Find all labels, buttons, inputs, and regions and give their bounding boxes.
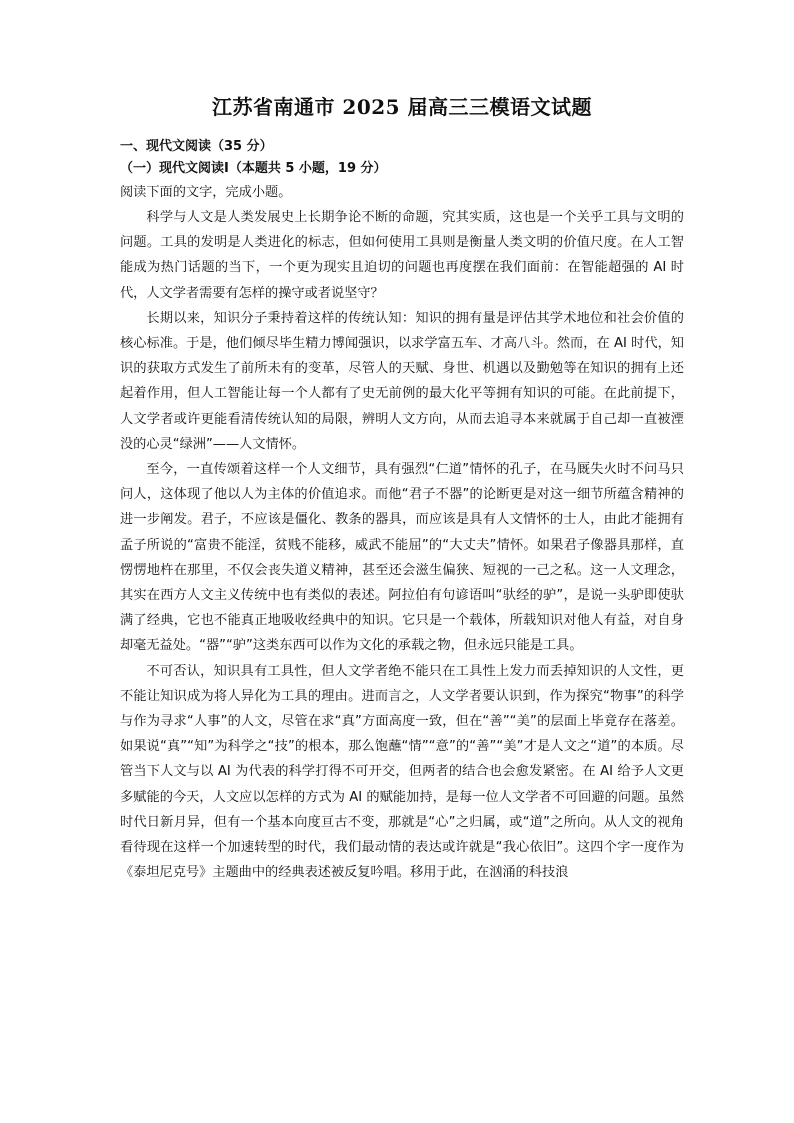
body-paragraph: 长期以来，知识分子秉持着这样的传统认知：知识的拥有量是评估其学术地位和社会价值的核心标准。于是，他们倾尽毕生精力博闻强识，以求学富五车、才高八斗。然而，在 AI 时代，知识的获取方式发生了前所未有的变革，尽管人的天赋、身世、机遇以及勤勉等在知识的拥有上还起着作用，但人工智能让每一个人都有了史无前例的最大化平等拥有知识的可能。在此前提下，人文学者或许更能看清传统认知的局限，辨明人文方向，从而去追寻本来就属于自己却一直被湮没的心灵“绿洲”——人文情怀。 — [120, 310, 684, 452]
reading-instruction: 阅读下面的文字，完成小题。 — [120, 185, 292, 200]
subsection-heading: （一）现代文阅读Ⅰ（本题共 5 小题，19 分） — [120, 161, 387, 176]
document-title: 江苏省南通市 2025 届高三三模语文试题 — [211, 95, 593, 119]
body-paragraph: 不可否认，知识具有工具性，但人文学者绝不能只在工具性上发力而丢掉知识的人文性，更不能让知识成为将人异化为工具的理由。进而言之，人文学者要认识到，作为探究“物事”的科学与作为寻求“人事”的人文，尽管在求“真”方面高度一致，但在“善”“美”的层面上毕竟存在落差。如果说“真”“知”为科学之“技”的根本，那么饱蘸“情”“意”的“善”“美”才是人文之“道”的本质。尽管当下人文与以 AI 为代表的科学打得不可开交，但两者的结合也会愈发紧密。在 AI 给予人文更多赋能的今天，人文应以怎样的方式为 AI 的赋能加持，是每一位人文学者不可回避的问题。虽然时代日新月异，但有一个基本向度亘古不变，那就是“心”之归属，或“道”之所向。从人文的视角看待现在这样一个加速转型的时代，我们最动情的表达或许就是“我心依旧”。这四个字一度作为《泰坦尼克号》主题曲中的经典表述被反复吟唱。移用于此，在汹涌的科技浪 — [120, 663, 684, 881]
section-heading: 一、现代文阅读（35 分） — [120, 139, 273, 154]
body-paragraph: 科学与人文是人类发展史上长期争论不断的命题，究其实质，这也是一个关乎工具与文明的问题。工具的发明是人类进化的标志，但如何使用工具则是衡量人类文明的价值尺度。在人工智能成为热门话题的当下，一个更为现实且迫切的问题也再度摆在我们面前：在智能超强的 AI 时代，人文学者需要有怎样的操守或者说坚守？ — [120, 210, 684, 301]
body-paragraph: 至今，一直传颂着这样一个人文细节，具有强烈“仁道”情怀的孔子，在马厩失火时不问马只问人，这体现了他以人为主体的价值追求。而他“君子不器”的论断更是对这一细节所蕴含精神的进一步阐发。君子，不应该是僵化、教条的器具，而应该是具有人文情怀的士人，由此才能拥有孟子所说的“富贵不能淫，贫贱不能移，威武不能屈”的“大丈夫”情怀。如果君子像器具那样，直愣愣地杵在那里，不仅会丧失道义精神，甚至还会滋生偏狭、短视的一己之私。这一人文理念，其实在西方人文主义传统中也有类似的表述。阿拉伯有句谚语叫“驮经的驴”，是说一头驴即使驮满了经典，它也不能真正地吸收经典中的知识。它只是一个载体，所载知识对他人有益，对自身却毫无益处。“器”“驴”这类东西可以作为文化的承载之物，但永远只能是工具。 — [120, 462, 684, 654]
